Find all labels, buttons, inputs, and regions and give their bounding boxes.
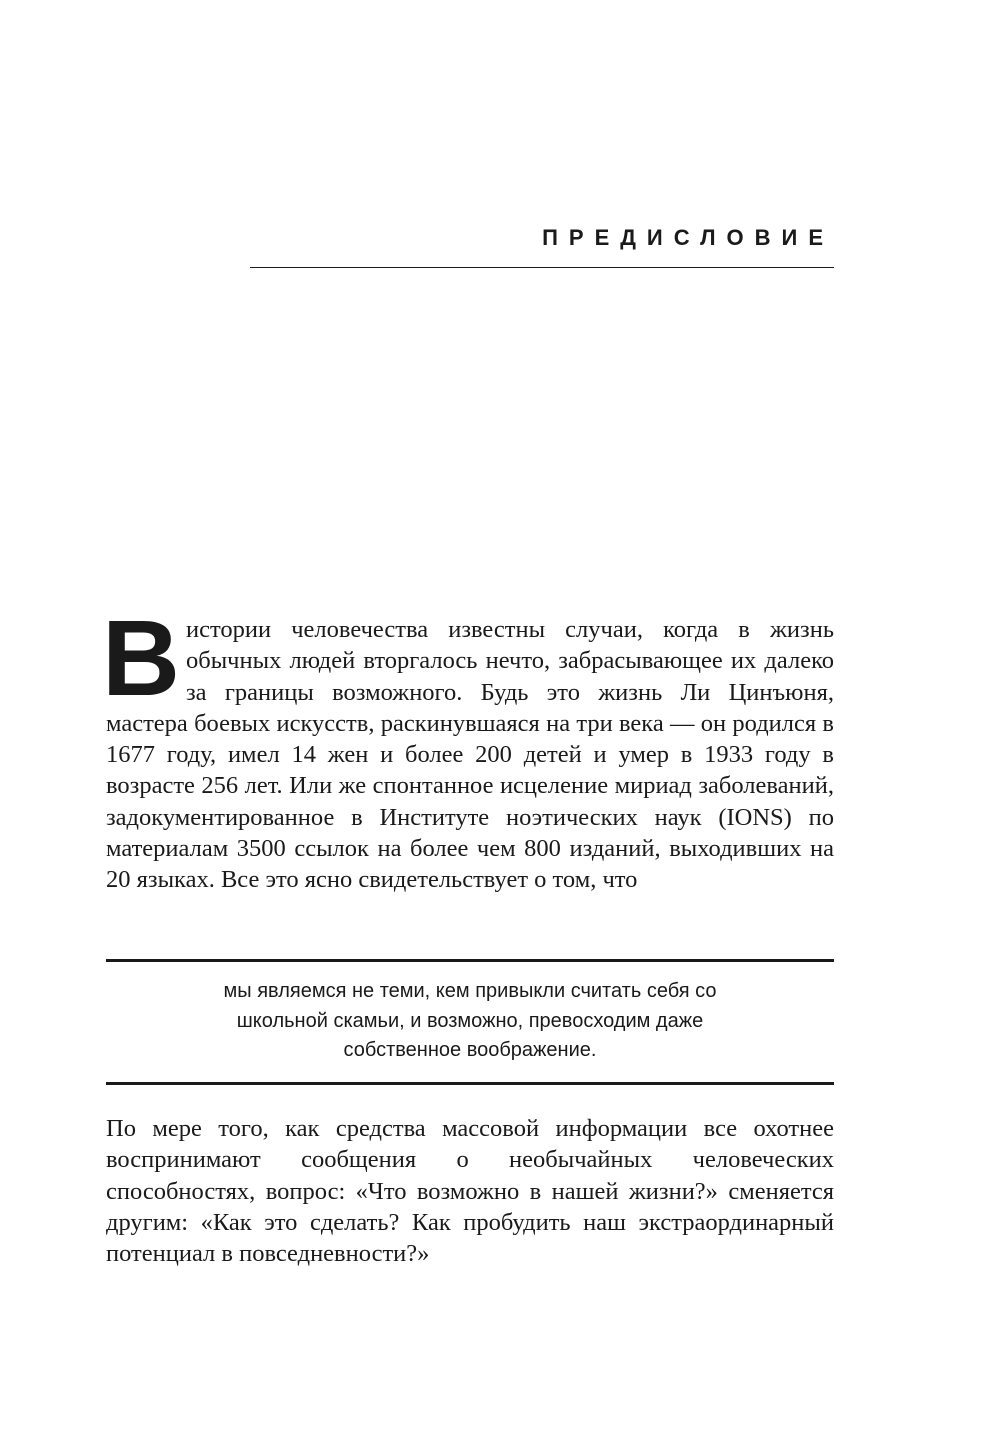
- paragraph-intro: [102, 597, 834, 896]
- drop-cap: В: [102, 597, 178, 718]
- chapter-title: ПРЕДИСЛОВИЕ: [542, 225, 834, 250]
- paragraph-intro-text: истории человечества известны случаи, когда в жизнь обычных людей вторгалось нечто, забрасывающее их далеко за границы возможного. Будь это жизнь Ли Цинъюня, мастера боевых искусств, раскинувшаяся на три века — он родился в 1677 году, имел 14 жен и более 200 детей и умер в 1933 году в возрасте 256 лет. Или же спонтанное исцеление мириад заболеваний, задокументированное в Институте ноэтических наук (IONS) по материалам 3500 ссылок на более чем 800 изданий, выходивших на 20 языках. Все это ясно свидетельствует о том, что: [106, 616, 834, 894]
- title-divider: [250, 267, 834, 268]
- paragraph-second: По мере того, как средства массовой информации все охотнее воспринимают сообщения о необычайных человеческих способностях, вопрос: «Что возможно в нашей жизни?» сменяется другим: «Как это сделать? Как пробудить наш экстраординарный потенциал в повседневности?»: [106, 1115, 834, 1268]
- pull-quote: [106, 959, 834, 1085]
- pull-quote-text: мы являемся не теми, кем привыкли считать себя со школьной скамьи, и возможно, превосходим даже собственное воображение.: [223, 980, 717, 1062]
